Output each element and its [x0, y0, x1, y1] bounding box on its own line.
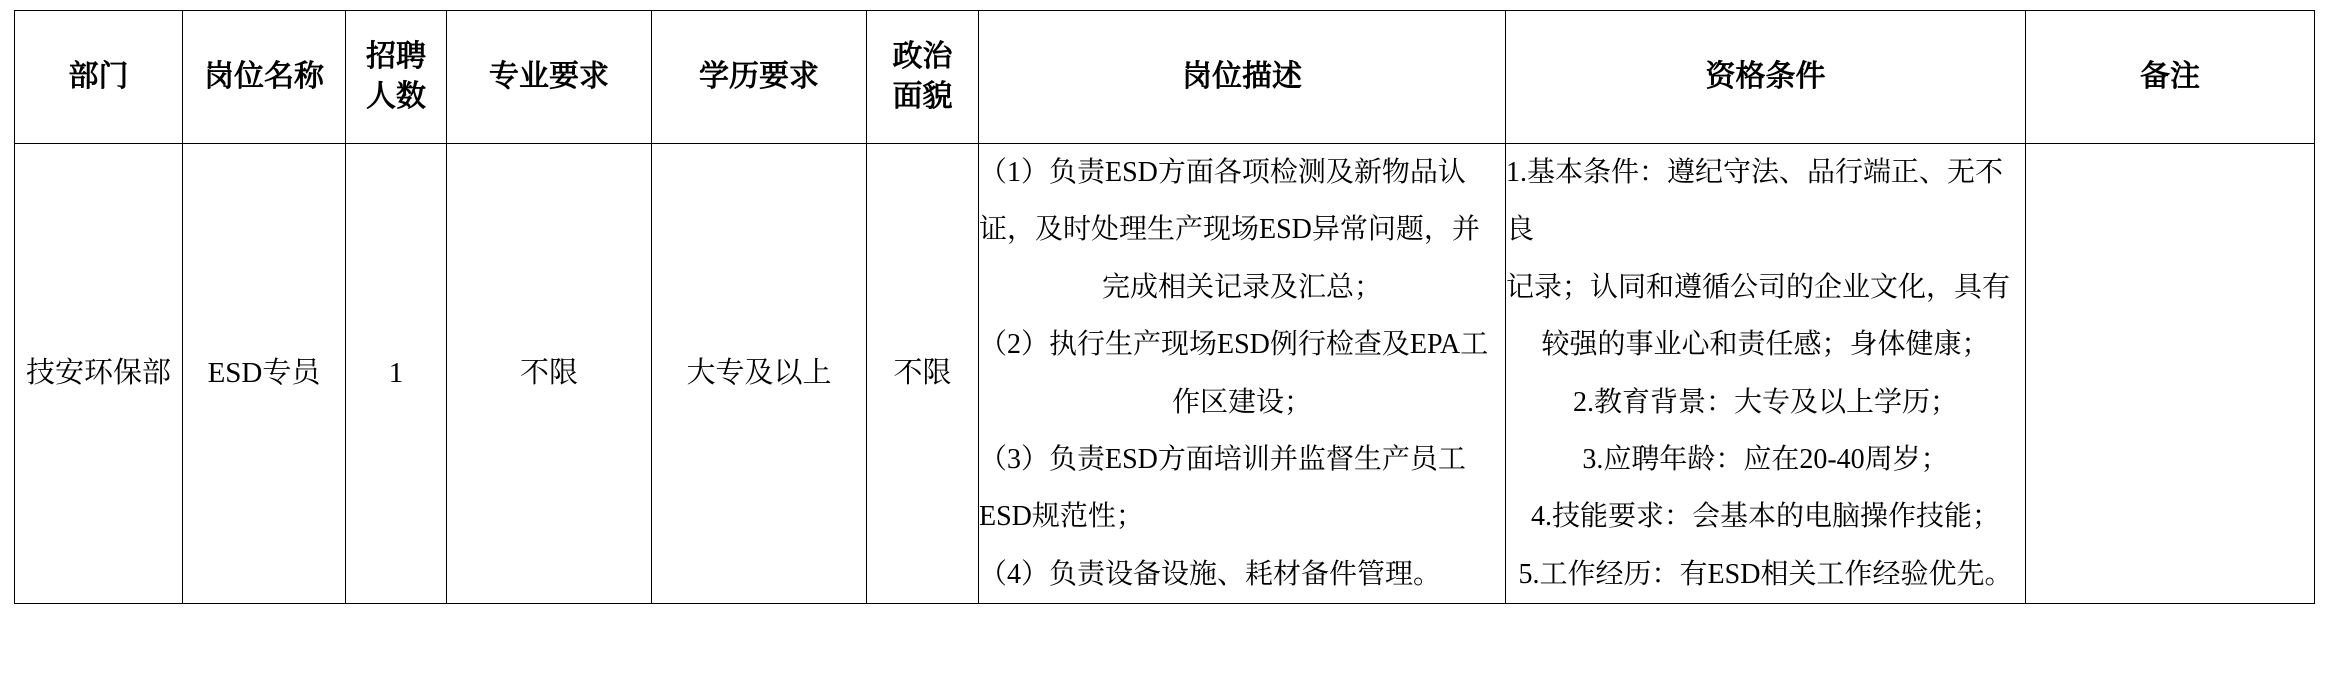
qualification-line: 1.基本条件：遵纪守法、品行端正、无不良 — [1506, 157, 2004, 246]
column-header-major — [447, 11, 652, 144]
cell-qualifications — [1506, 144, 2026, 604]
cell-department: 技安环保部 — [15, 144, 183, 604]
description-line: （1）负责ESD方面各项检测及新物品认 — [979, 157, 1466, 188]
header-text: 面貌 — [892, 80, 953, 113]
header-text: 备注 — [2140, 59, 2200, 93]
description-line: （4）负责设备设施、耗材备件管理。 — [979, 558, 1442, 590]
table-row — [15, 144, 2315, 604]
cell-job-description — [979, 144, 1506, 604]
column-header-job-description — [979, 11, 1506, 144]
header-text: 岗位描述 — [1182, 59, 1302, 93]
header-text: 资格条件 — [1705, 59, 1826, 93]
header-text: 招聘 — [366, 39, 426, 73]
qualification-line: 4.技能要求：会基本的电脑操作技能； — [1530, 501, 2000, 533]
description-line: （2）执行生产现场ESD例行检查及EPA工 — [979, 329, 1489, 361]
qualification-line: 记录；认同和遵循公司的企业文化，具有 — [1506, 271, 2011, 303]
header-text: 学历要求 — [699, 59, 819, 93]
cell-position: ESD专员 — [183, 144, 346, 604]
table-body — [15, 144, 2315, 604]
header-text: 人数 — [366, 80, 426, 113]
column-header-education — [652, 11, 867, 144]
header-text: 部门 — [68, 59, 129, 93]
table-header — [15, 11, 2315, 144]
header-row — [15, 11, 2315, 144]
column-header-position — [183, 11, 346, 144]
header-text: 政治 — [892, 39, 953, 73]
cell-political-status: 不限 — [867, 144, 979, 604]
description-line: 作区建设； — [1171, 386, 1312, 418]
recruitment-table — [14, 10, 2315, 604]
column-header-department — [15, 11, 183, 144]
description-line: ESD规范性； — [979, 501, 1144, 533]
cell-major: 不限 — [447, 144, 652, 604]
qualification-line: 3.应聘年龄：应在20-40周岁； — [1582, 443, 1949, 475]
column-header-remark — [2026, 11, 2315, 144]
qualification-line: 较强的事业心和责任感；身体健康； — [1541, 329, 1990, 361]
column-header-qualifications — [1506, 11, 2026, 144]
column-header-political-status — [867, 11, 979, 144]
header-text: 岗位名称 — [204, 59, 324, 93]
cell-headcount: 1 — [346, 144, 447, 604]
cell-remark — [2026, 144, 2315, 604]
description-line: 完成相关记录及汇总； — [1101, 271, 1382, 303]
cell-education: 大专及以上 — [652, 144, 867, 604]
column-header-headcount — [346, 11, 447, 144]
description-line: （3）负责ESD方面培训并监督生产员工 — [979, 443, 1466, 475]
description-line: 证，及时处理生产现场ESD异常问题，并 — [979, 214, 1480, 246]
qualification-line: 5.工作经历：有ESD相关工作经验优先。 — [1518, 558, 2013, 590]
header-text: 专业要求 — [489, 59, 609, 93]
qualification-line: 2.教育背景：大专及以上学历； — [1572, 386, 1958, 418]
